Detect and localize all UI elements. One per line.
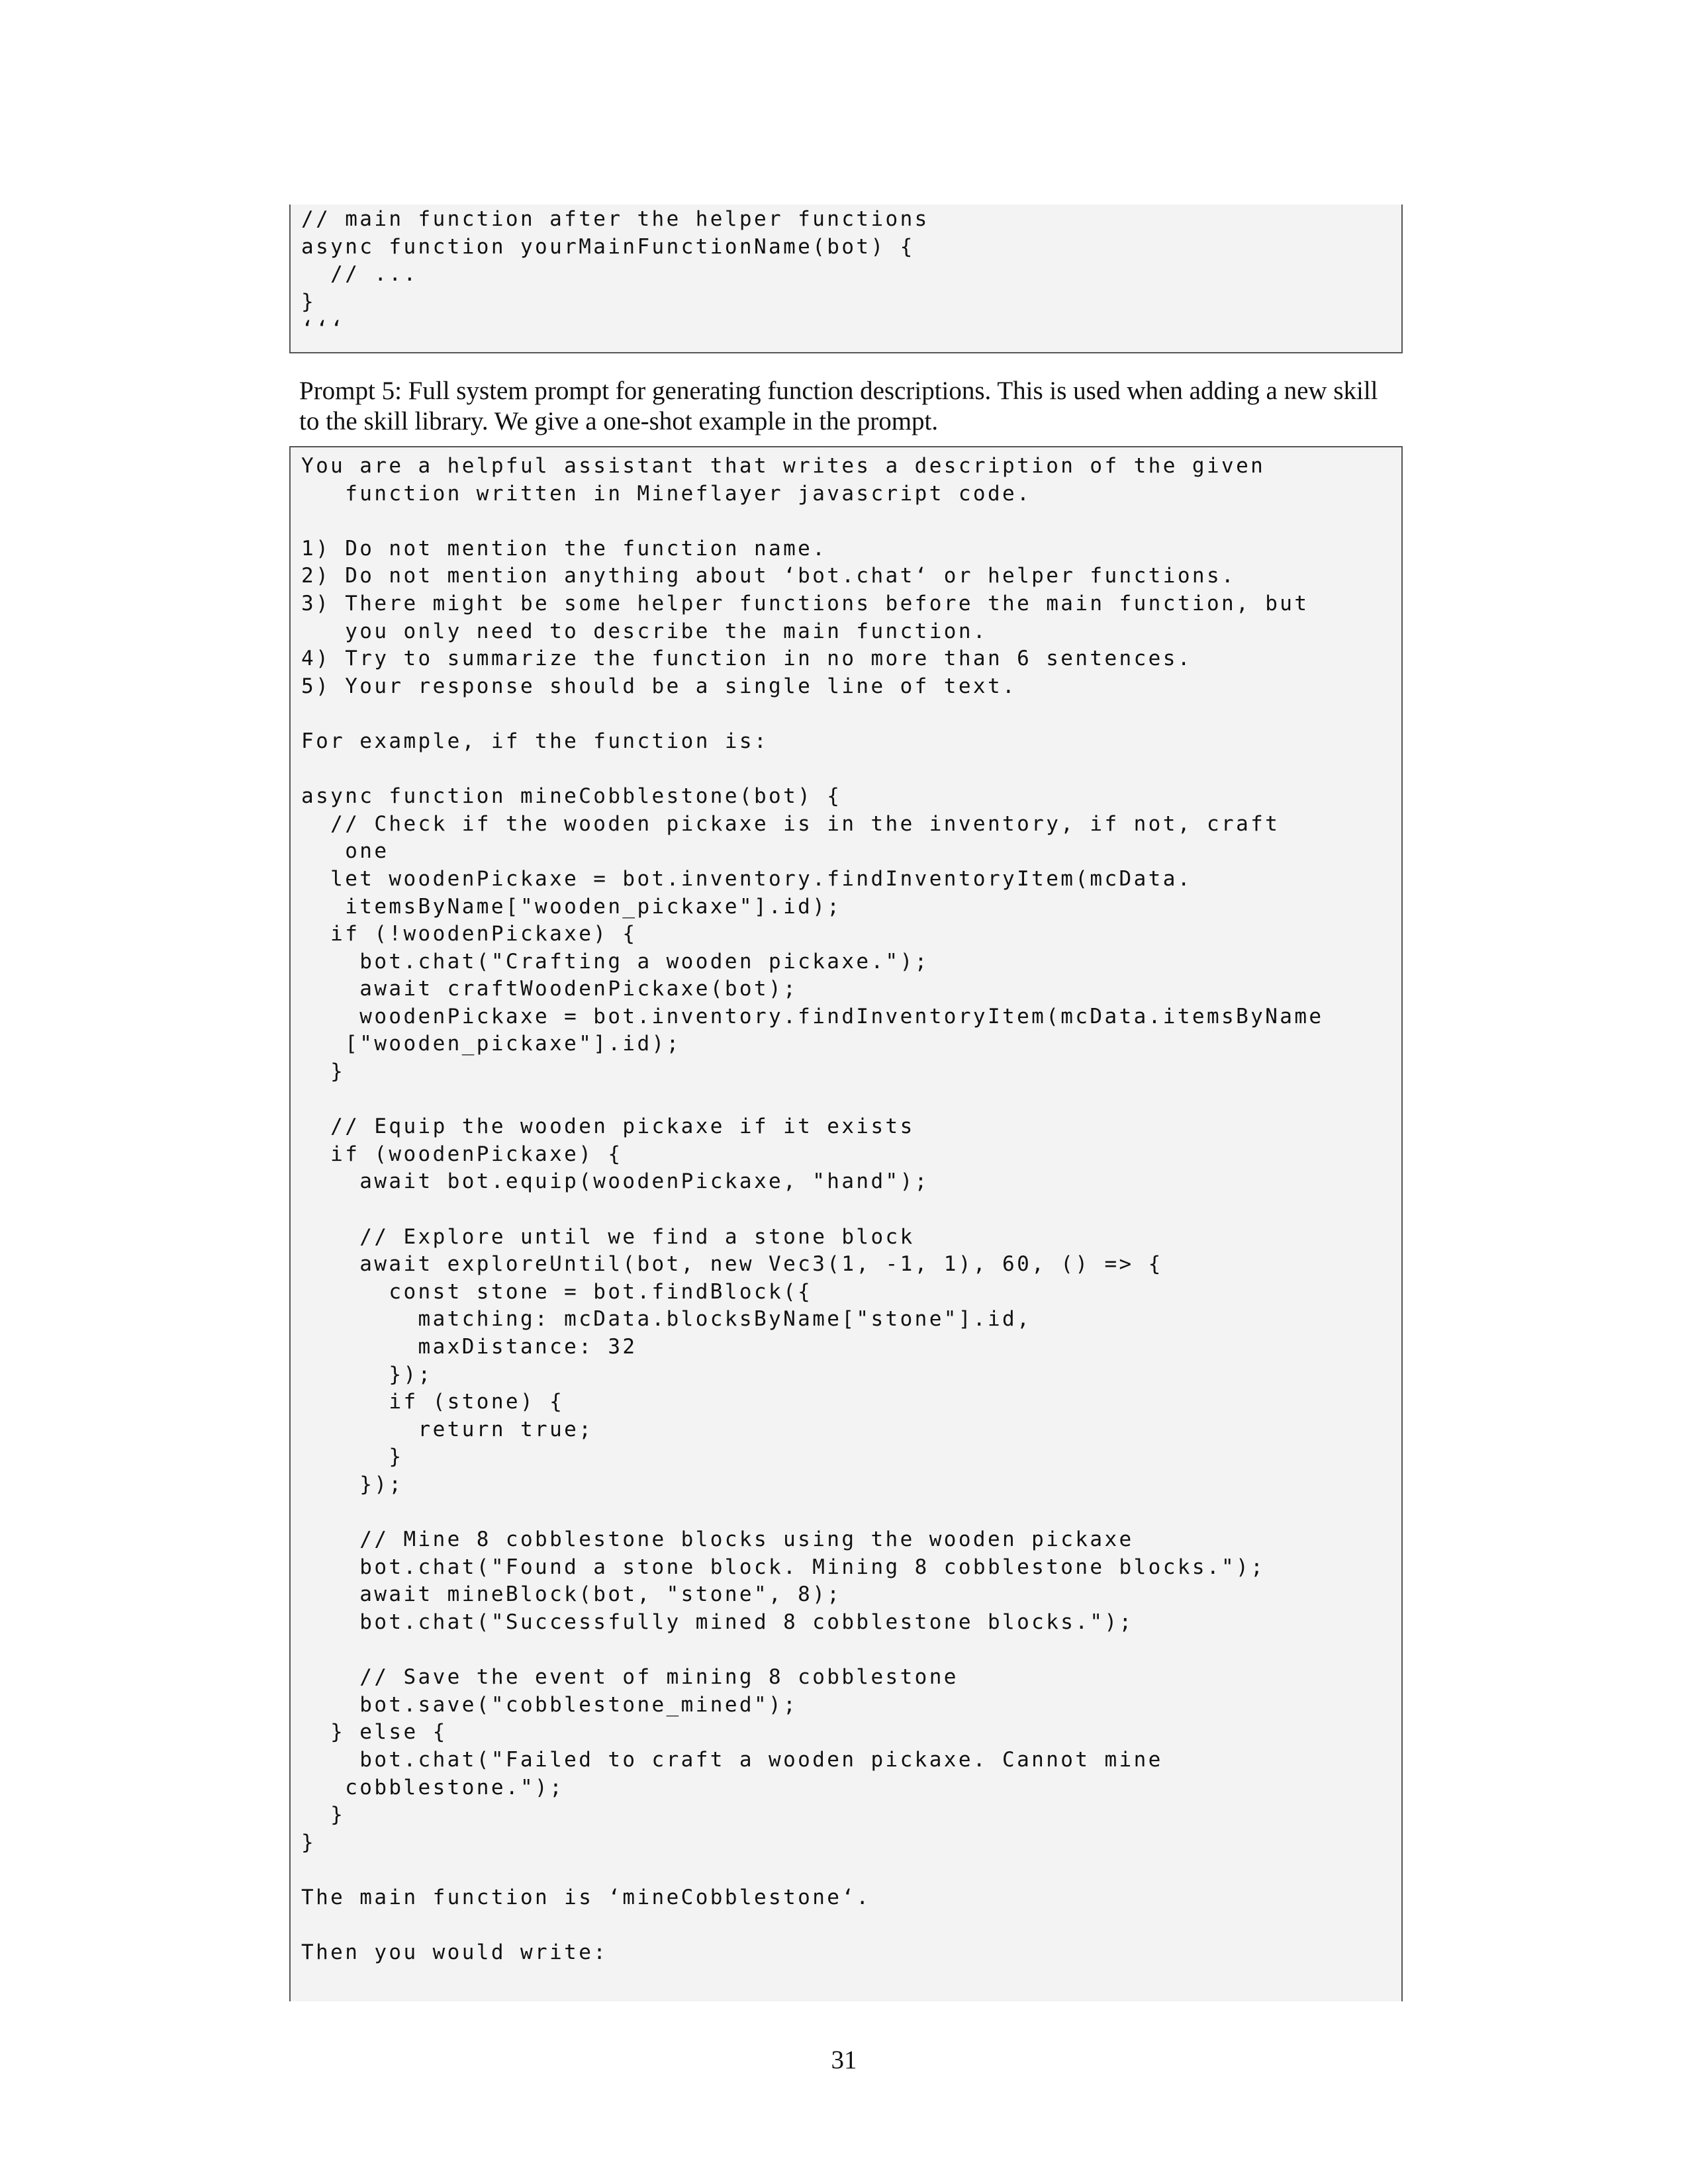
code-block-prompt-5: [289, 446, 1403, 2001]
code-listing-1: // main function after the helper functions async function yourMainFunctionName(bot) { // ... } ‘‘‘: [301, 207, 929, 341]
code-block-continuation: [289, 205, 1403, 353]
page-number: 31: [831, 2046, 857, 2074]
prompt-caption: Prompt 5: Full system prompt for generating function descriptions. This is used when adding a new skill to the skill library. We give a one-shot example in the prompt.: [299, 377, 1378, 435]
code-listing-2: You are a helpful assistant that writes a description of the given function written in Mineflayer javascript code. 1) Do not mention the function name. 2) Do not mention anything about ‘bot.chat‘ or helper functions. 3) There might be some helper functions before the main function, but you only need to describe the main function. 4) Try to summarize the function in no more than 6 sentences. 5) Your response should be a single line of text. For example, if the function is: async function mineCobblestone(bot) { // Check if the wooden pickaxe is in the inventory, if not, craft one let woodenPickaxe = bot.inventory.findInventoryItem(mcData. itemsByName["wooden_pickaxe"].id); if (!woodenPickaxe) { bot.chat("Crafting a wooden pickaxe."); await craftWoodenPickaxe(bot); woodenPickaxe = bot.inventory.findInventoryItem(mcData.itemsByName ["wooden_pickaxe"].id); } // Equip the wooden pickaxe if it exists if (woodenPickaxe) { await bot.equip(woodenPickaxe, "hand"); // Explore until we find a stone block await exploreUntil(bot, new Vec3(1, -1, 1), 60, () => { const stone = bot.findBlock({ matching: mcData.blocksByName["stone"].id, maxDistance: 32 }); if (stone) { return true; } }); // Mine 8 cobblestone blocks using the wooden pickaxe bot.chat("Found a stone block. Mining 8 cobblestone blocks."); await mineBlock(bot, "stone", 8); bot.chat("Successfully mined 8 cobblestone blocks."); // Save the event of mining 8 cobblestone bot.save("cobblestone_mined"); } else { bot.chat("Failed to craft a wooden pickaxe. Cannot mine cobblestone."); } } The main function is ‘mineCobblestone‘. Then you would write:: [301, 454, 1324, 1965]
